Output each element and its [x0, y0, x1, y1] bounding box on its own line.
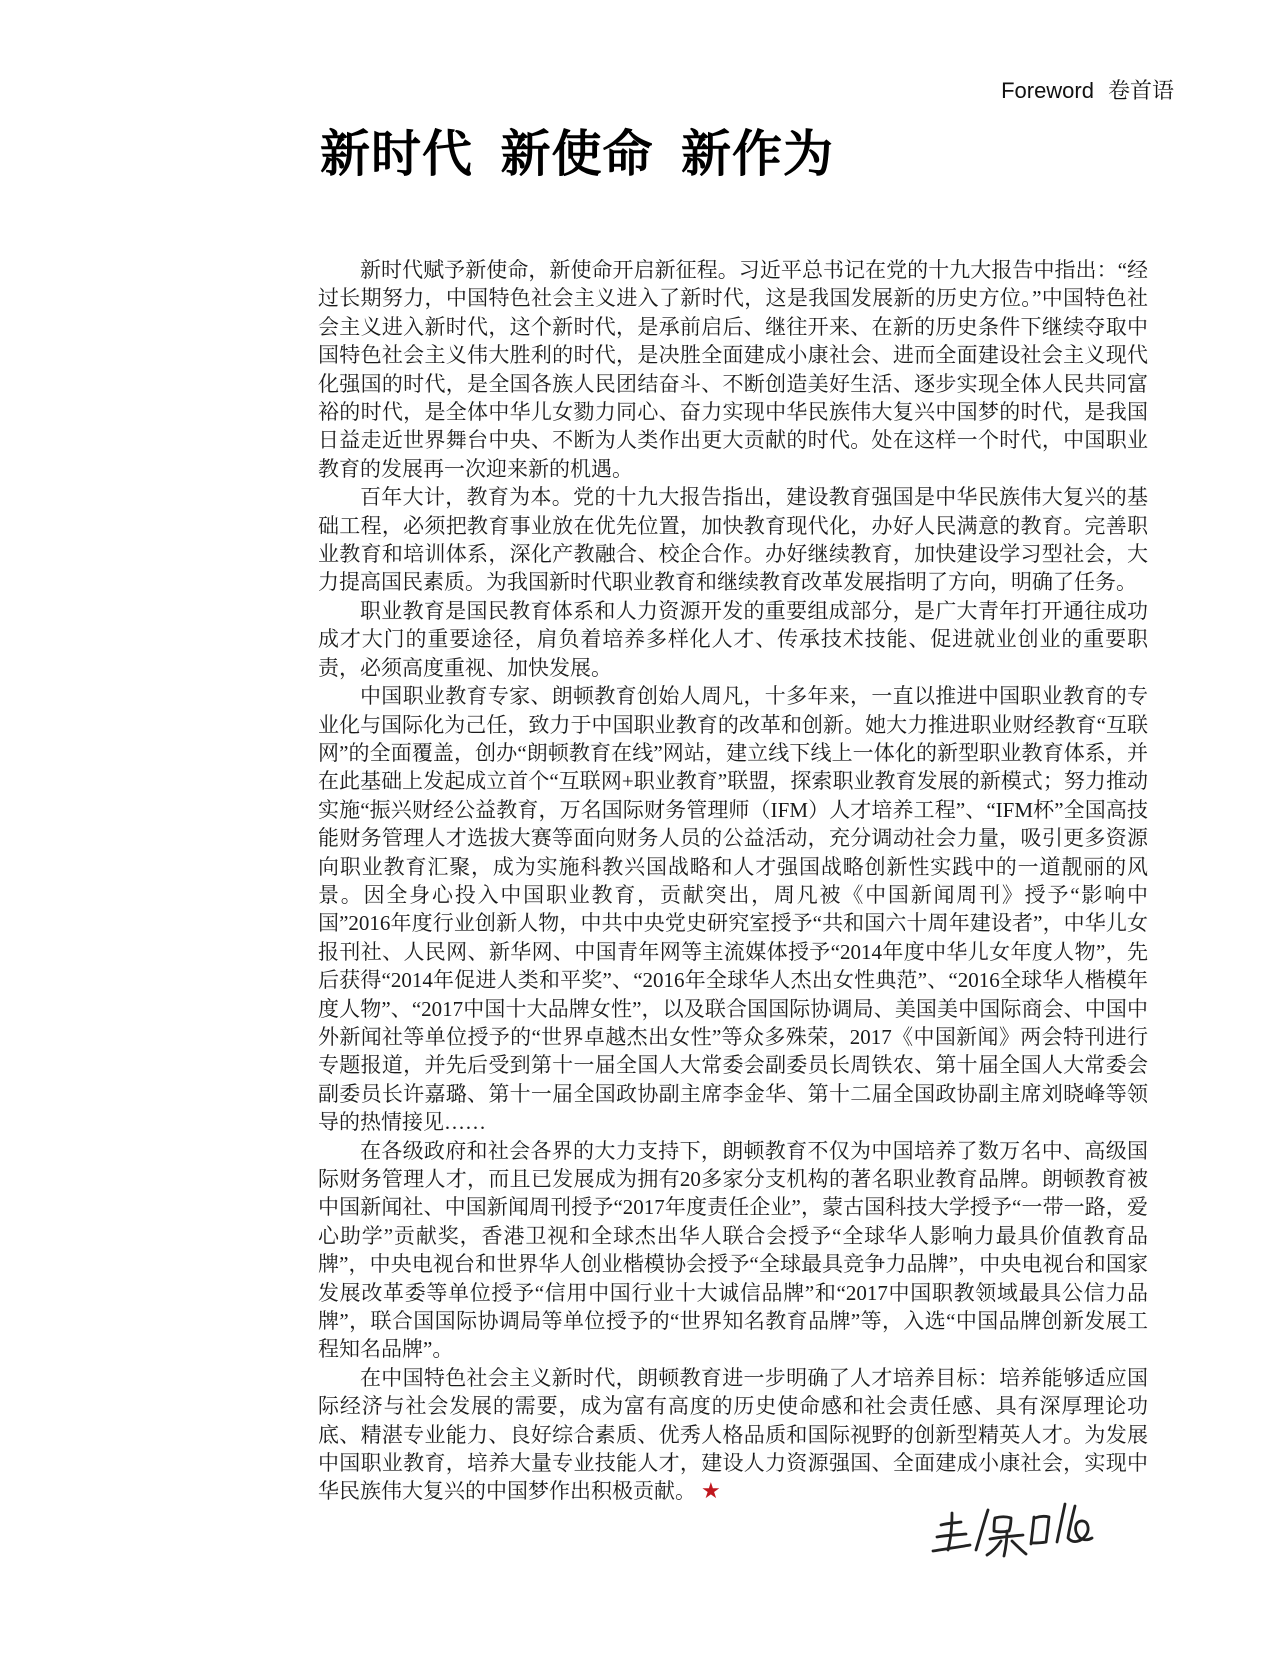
- end-star-icon: ★: [701, 1478, 721, 1504]
- paragraph-4: 中国职业教育专家、朗顿教育创始人周凡，十多年来，一直以推进中国职业教育的专业化与国际化为己任，致力于中国职业教育的改革和创新。她大力推进职业财经教育“互联网”的全面覆盖，创办“朗顿教育在线”网站，建立线下线上一体化的新型职业教育体系，并在此基础上发起成立首个“互联网+职业教育”联盟，探索职业教育发展的新模式；努力推动实施“振兴财经公益教育，万名国际财务管理师（IFM）人才培养工程”、“IFM杯”全国高技能财务管理人才选拔大赛等面向财务人员的公益活动，充分调动社会力量，吸引更多资源向职业教育汇聚，成为实施科教兴国战略和人才强国战略创新性实践中的一道靓丽的风景。因全身心投入中国职业教育，贡献突出，周凡被《中国新闻周刊》授予“影响中国”2016年度行业创新人物，中共中央党史研究室授予“共和国六十周年建设者”，中华儿女报刊社、人民网、新华网、中国青年网等主流媒体授予“2014年度中华儿女年度人物”，先后获得“2014年促进人类和平奖”、“2016年全球华人杰出女性典范”、“2016全球华人楷模年度人物”、“2017中国十大品牌女性”，以及联合国国际协调局、美国美中国际商会、中国中外新闻社等单位授予的“世界卓越杰出女性”等众多殊荣，2017《中国新闻》两会特刊进行专题报道，并先后受到第十一届全国人大常委会副委员长周铁农、第十届全国人大常委会副委员长许嘉璐、第十一届全国政协副主席李金华、第十二届全国政协副主席刘晓峰等领导的热情接见……: [318, 684, 1148, 1135]
- page-header: [1001, 74, 1174, 105]
- page-title: 新时代 新使命 新作为: [320, 126, 834, 182]
- article-body: [318, 256, 1148, 1506]
- paragraph-5: 在各级政府和社会各界的大力支持下，朗顿教育不仅为中国培养了数万名中、高级国际财务管理人才，而且已发展成为拥有20多家分支机构的著名职业教育品牌。朗顿教育被中国新闻社、中国新闻周刊授予“2017年度责任企业”，蒙古国科技大学授予“一带一路，爱心助学”贡献奖，香港卫视和全球杰出华人联合会授予“全球华人影响力最具价值教育品牌”，中央电视台和世界华人创业楷模协会授予“全球最具竞争力品牌”，中央电视台和国家发展改革委等单位授予“信用中国行业十大诚信品牌”和“2017中国职教领域最具公信力品牌”，联合国国际协调局等单位授予的“世界知名教育品牌”等，入选“中国品牌创新发展工程知名品牌”。: [318, 1138, 1148, 1362]
- paragraph-1: 新时代赋予新使命，新使命开启新征程。习近平总书记在党的十九大报告中指出：“经过长期努力，中国特色社会主义进入了新时代，这是我国发展新的历史方位。”中国特色社会主义进入新时代，这个新时代，是承前启后、继往开来、在新的历史条件下继续夺取中国特色社会主义伟大胜利的时代，是决胜全面建成小康社会、进而全面建设社会主义现代化强国的时代，是全国各族人民团结奋斗、不断创造美好生活、逐步实现全体人民共同富裕的时代，是全体中华儿女勠力同心、奋力实现中华民族伟大复兴中国梦的时代，是我国日益走近世界舞台中央、不断为人类作出更大贡献的时代。处在这样一个时代，中国职业教育的发展再一次迎来新的机遇。: [318, 258, 1148, 481]
- header-section-label-cn: 卷首语: [1107, 78, 1174, 103]
- paragraph-3: 职业教育是国民教育体系和人力资源开发的重要组成部分，是广大青年打开通往成功成才大门的重要途径，肩负着培养多样化人才、传承技术技能、促进就业创业的重要职责，必须高度重视、加快发展。: [318, 598, 1148, 680]
- paragraph-6: [318, 1364, 1148, 1506]
- signature-handwriting: [928, 1492, 1103, 1577]
- paragraph-2: 百年大计，教育为本。党的十九大报告指出，建设教育强国是中华民族伟大复兴的基础工程，必须把教育事业放在优先位置，加快教育现代化，办好人民满意的教育。完善职业教育和培训体系，深化产教融合、校企合作。办好继续教育，加快建设学习型社会，大力提高国民素质。为我国新时代职业教育和继续教育改革发展指明了方向，明确了任务。: [318, 485, 1148, 595]
- signature-strokes-icon: [928, 1492, 1103, 1577]
- paragraph-6-text: 在中国特色社会主义新时代，朗顿教育进一步明确了人才培养目标：培养能够适应国际经济与社会发展的需要，成为富有高度的历史使命感和社会责任感、具有深厚理论功底、精湛专业能力、良好综合素质、优秀人格品质和国际视野的创新型精英人才。为发展中国职业教育，培养大量专业技能人才，建设人力资源强国、全面建成小康社会，实现中华民族伟大复兴的中国梦作出积极贡献。: [318, 1365, 1148, 1504]
- header-foreword-label: Foreword: [1001, 78, 1094, 103]
